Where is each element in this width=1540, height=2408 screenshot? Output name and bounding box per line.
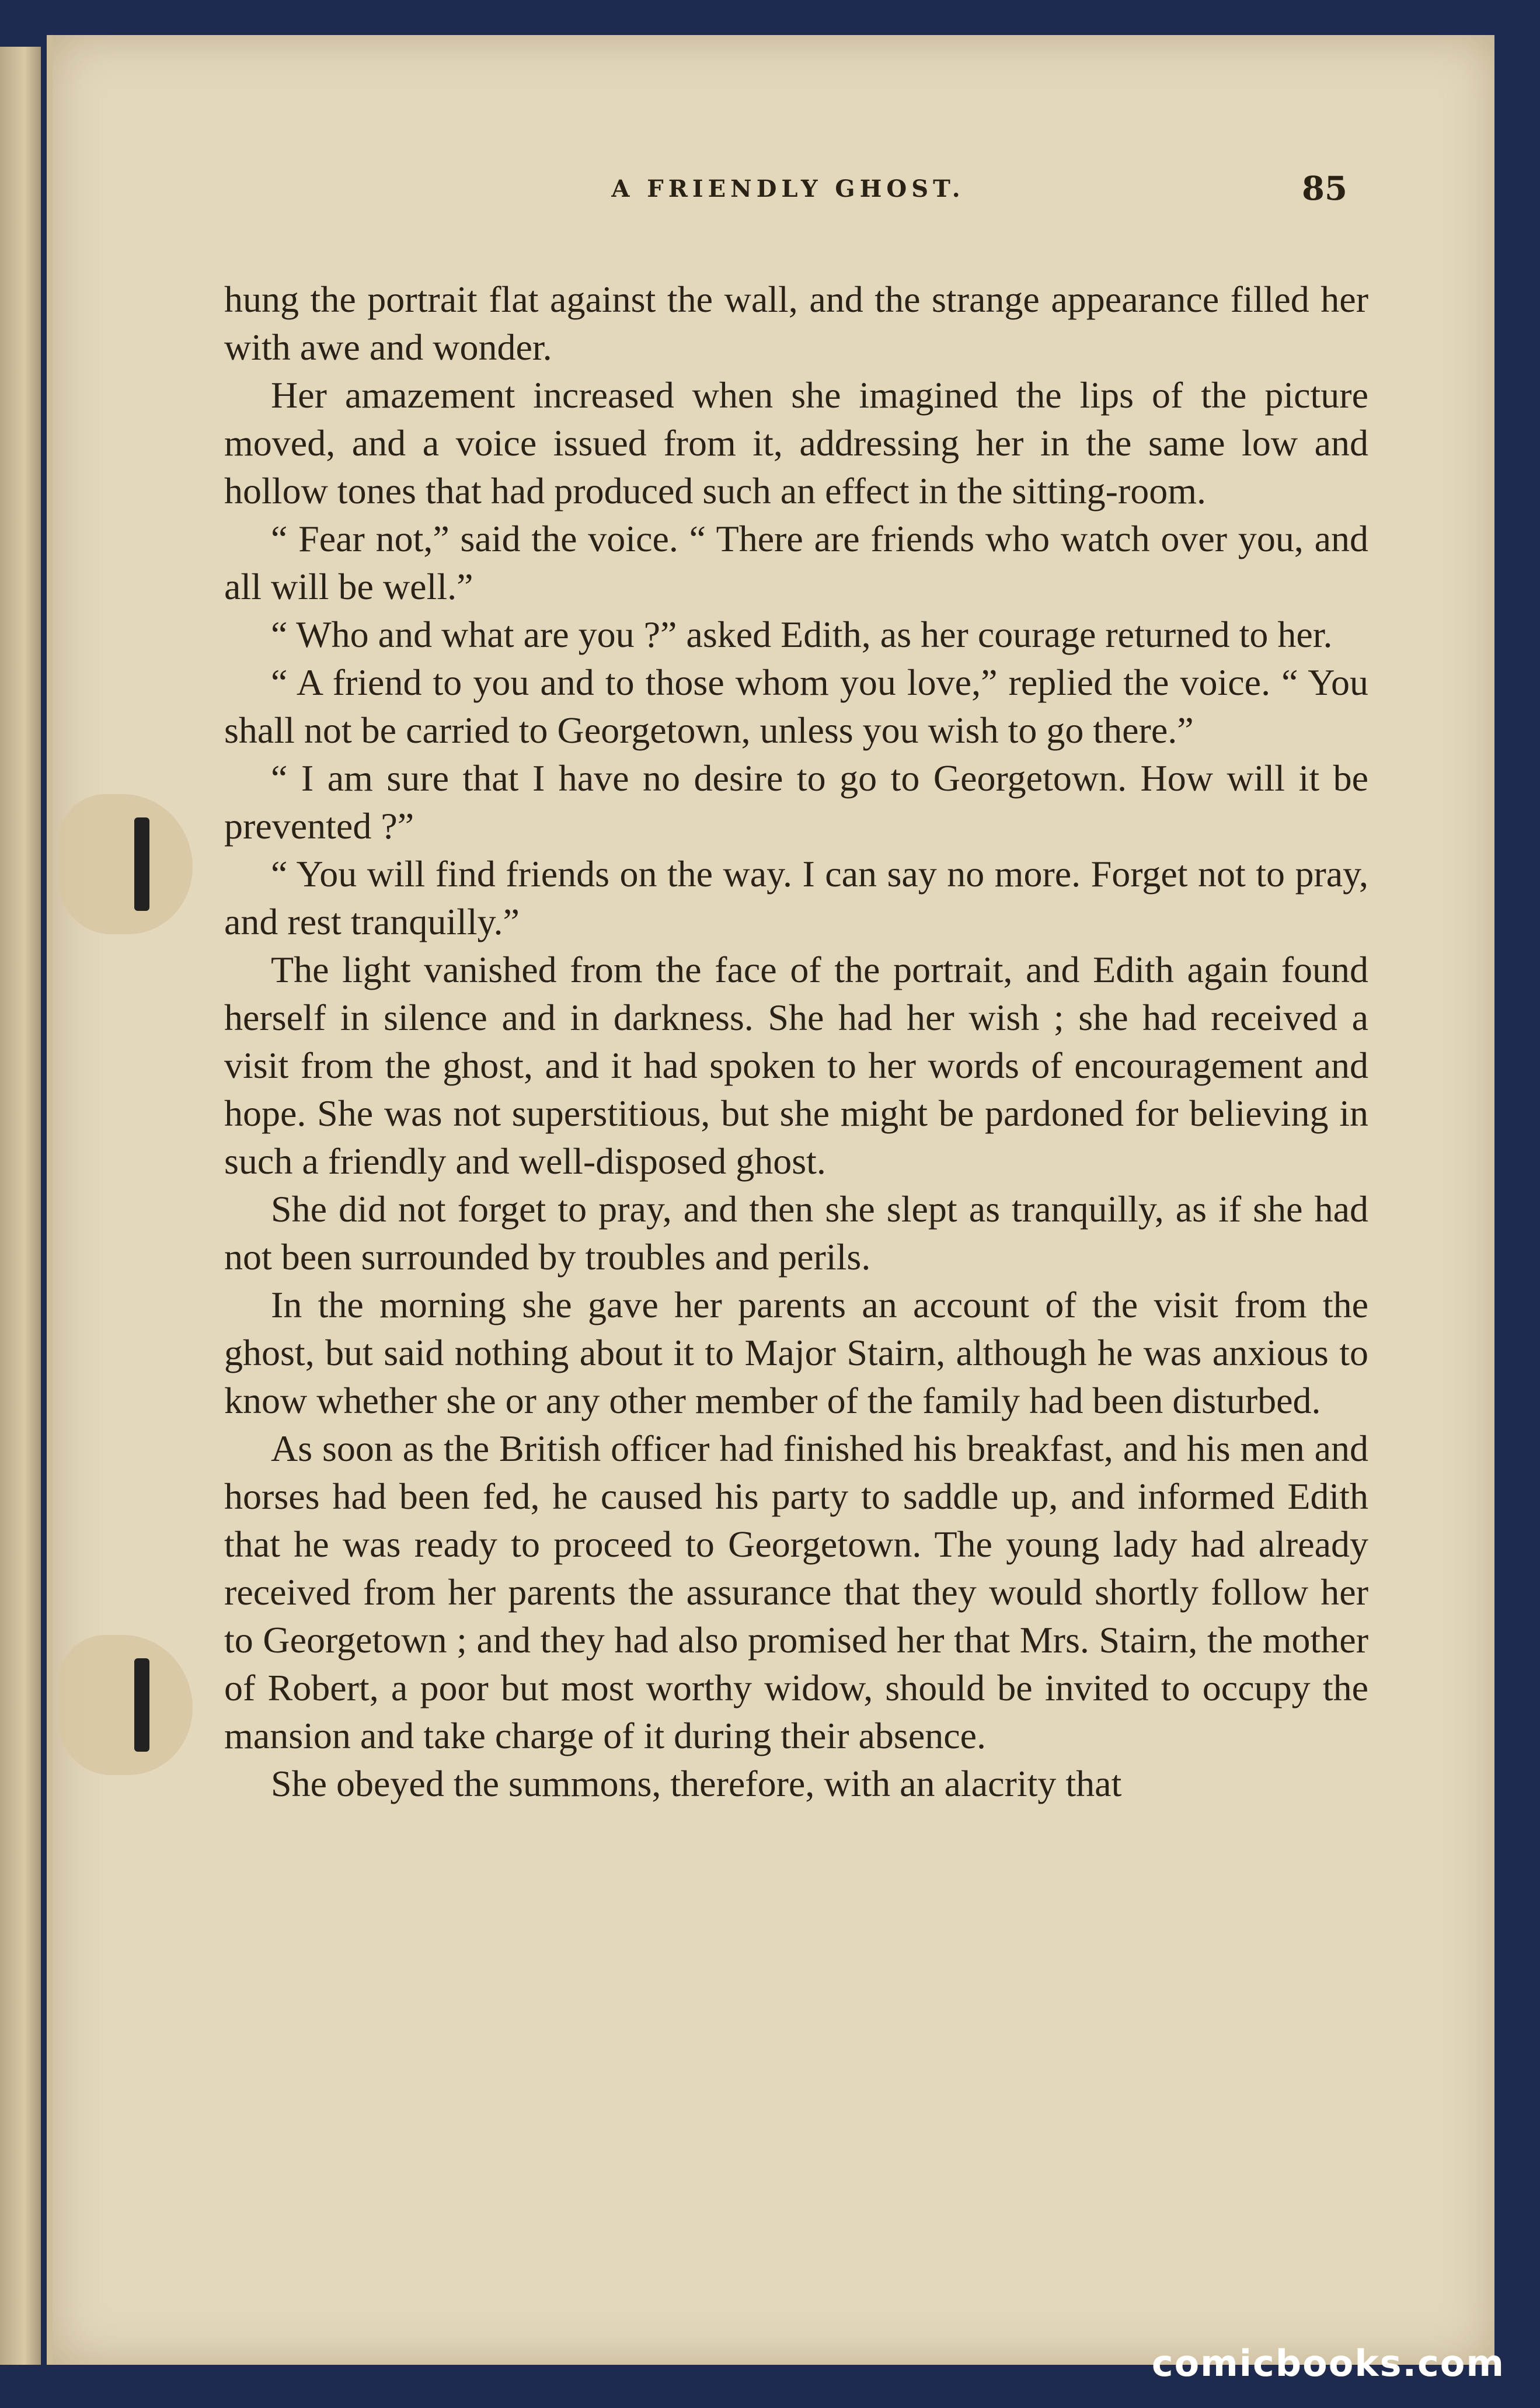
torn-binding-top [58,794,193,934]
paragraph: “ Who and what are you ?” asked Edith, as her courage returned to her. [271,614,1333,655]
paragraph: “ Fear not,” said the voice. “ There are friends who watch over you, and all will be well.” [224,518,1368,607]
paragraph: “ A friend to you and to those whom you love,” replied the voice. “ You shall not be carried to Georgetown, unless you wish to go there.” [224,662,1368,751]
paragraph: “ I am sure that I have no desire to go to Georgetown. How will it be prevented ?” [224,757,1368,847]
paragraph: hung the portrait flat against the wall, and the strange appearance filled her with awe and wonder. [224,279,1368,368]
paragraph: The light vanished from the face of the portrait, and Edith again found herself in silence and in darkness. She had her wish ; she had received a visit from the ghost, and it had spoken to her words of encouragement and hope. She was not superstitious, but she might be pardoned for believing in such a friendly and well-disposed ghost. [224,949,1368,1182]
staple-top [134,817,149,911]
left-page-edge [0,47,41,2365]
torn-binding-bottom [58,1635,193,1775]
paragraph: She obeyed the summons, therefore, with an alacrity that [271,1763,1122,1804]
body-text [224,276,1368,1808]
paragraph: She did not forget to pray, and then she slept as tranquilly, as if she had not been surrounded by troubles and perils. [224,1188,1368,1278]
paragraph: Her amazement increased when she imagined the lips of the picture moved, and a voice issued from it, addressing her in the same low and hollow tones that had produced such an effect in the sitting-room. [224,374,1368,511]
paragraph: In the morning she gave her parents an account of the visit from the ghost, but said nothing about it to Major Stairn, although he was anxious to know whether she or any other member of the family had been disturbed. [224,1284,1368,1421]
paragraph: “ You will find friends on the way. I can say no more. Forget not to pray, and rest tranquilly.” [224,853,1368,942]
running-head: A FRIENDLY GHOST. [611,175,965,203]
paragraph: As soon as the British officer had finished his breakfast, and his men and horses had been fed, he caused his party to saddle up, and informed Edith that he was ready to proceed to Georgetown. The young lady had already received from her parents the assurance that they would shortly follow her to Georgetown ; and they had also promised her that Mrs. Stairn, the mother of Robert, a poor but most worthy widow, should be invited to occupy the mansion and take charge of it during their absence. [224,1428,1368,1756]
watermark: comicbooks.com [1151,2342,1505,2385]
staple-bottom [134,1658,149,1752]
page-number: 85 [1302,169,1347,208]
